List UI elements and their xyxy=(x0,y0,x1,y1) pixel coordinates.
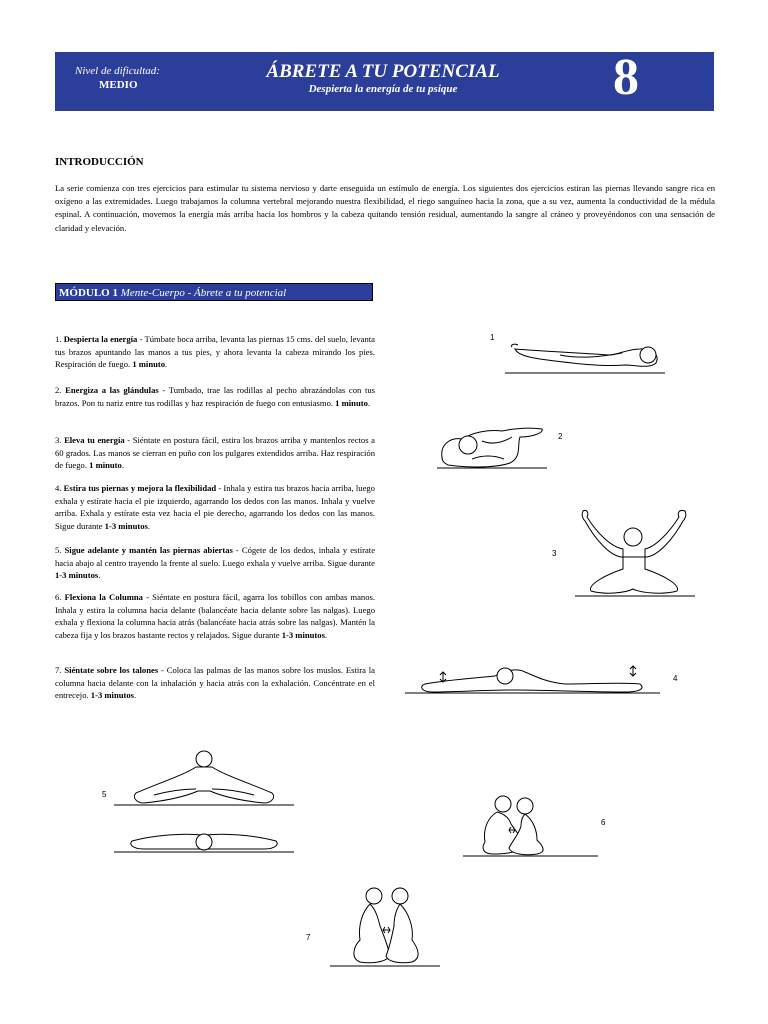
exercise-text: - Tumbado, trae las rodillas al pecho abrazándolas con tus brazos. Pon tu nariz entre tus rodillas y haz respiración de fuego con entusiasmo. xyxy=(55,385,376,408)
exercise-duration: 1-3 minutos xyxy=(281,629,325,640)
figure-6-label: 6 xyxy=(601,818,606,827)
kneeling-spinal-flex-figure-icon xyxy=(330,882,440,972)
spread-leg-stretch-figure-icon xyxy=(405,660,660,700)
figure-5-label: 5 xyxy=(102,790,107,799)
exercise-number: 2. xyxy=(55,385,62,395)
exercise-text: - Cógete de los dedos, inhala y estírate hacia abajo al centro trayendo la frente al suelo. Luego exhala y vuelve arriba. Sigue durante xyxy=(55,545,376,568)
exercise-duration: 1 minuto xyxy=(89,460,122,471)
exercise-number: 3. xyxy=(55,435,62,445)
exercise-text: - Túmbate boca arriba, levanta las piernas 15 cms. del suelo, levanta tus brazos apuntando las manos a tus pies, y ahora levanta la cabeza mirando los pies. Respiración de fuego. xyxy=(55,334,375,370)
knees-to-chest-figure-icon xyxy=(432,415,552,475)
page-subtitle: Despierta la energía de tu psique xyxy=(308,83,458,95)
exercise-5 xyxy=(55,544,375,582)
exercise-duration: 1-3 minutos xyxy=(55,570,99,581)
intro-heading: INTRODUCCIÓN xyxy=(55,156,144,168)
exercise-title: Estira tus piernas y mejora la flexibilidad xyxy=(63,483,217,493)
arms-raised-seated-figure-icon xyxy=(575,503,695,603)
figure-7-label: 7 xyxy=(306,933,311,942)
exercise-1 xyxy=(55,333,375,371)
figure-2-label: 2 xyxy=(558,432,563,441)
exercise-title: Flexiona la Columna xyxy=(64,592,143,602)
page-title: ÁBRETE A TU POTENCIAL xyxy=(266,61,500,82)
exercise-4 xyxy=(55,482,375,532)
exercise-number: 4. xyxy=(55,483,62,493)
figure-3-label: 3 xyxy=(552,549,557,558)
figure-1-label: 1 xyxy=(490,333,495,342)
exercise-duration: 1-3 minutos xyxy=(90,690,135,701)
difficulty-label: Nivel de dificultad: xyxy=(75,65,160,77)
lying-leg-raise-figure-icon xyxy=(500,335,670,380)
exercise-title: Despierta la energía xyxy=(63,334,138,344)
exercise-end: . xyxy=(165,359,168,370)
exercise-number: 1. xyxy=(55,334,62,344)
exercise-title: Siéntate sobre los talones xyxy=(64,665,159,675)
module-label: MÓDULO 1 xyxy=(59,287,118,299)
exercise-text: - Coloca las palmas de las manos sobre los muslos. Estira la columna hacia delante con la inhalación y hacia atrás con la exhalación. Concéntrate en el entrecejo. xyxy=(55,665,375,701)
exercise-title: Energiza a las glándulas xyxy=(65,385,159,395)
exercise-number: 7. xyxy=(55,665,62,675)
spinal-flex-figure-icon xyxy=(463,790,598,865)
exercise-title: Eleva tu energía xyxy=(64,435,125,445)
exercise-end: . xyxy=(121,460,124,471)
exercise-7 xyxy=(55,664,375,702)
exercise-end: . xyxy=(324,629,328,640)
figure-4-label: 4 xyxy=(673,674,678,683)
module-bar xyxy=(55,283,373,301)
intro-text: La serie comienza con tres ejercicios para estimular tu sistema nervioso y darte enseguida un estímulo de energía. Los siguientes dos ejercicios estiran las piernas llevando sangre rica en oxígeno a las extremidades. Luego trabajamos la columna vertebral mejorando nuestra flexibilidad, el riego sanguíneo hacia la zona, que a su vez, aumenta la conductividad de la médula espinal. A continuación, movemos la energía más arriba hacia los hombros y la cabeza quitando tensión residual, aumentando la sangre al cráneo y proveyéndonos con una sensación de claridad y elevación. xyxy=(55,183,715,233)
exercise-duration: 1 minuto xyxy=(335,397,368,408)
exercise-title: Sigue adelante y mantén las piernas abiertas xyxy=(64,545,233,555)
wide-leg-forward-bend-figure-icon xyxy=(114,745,294,860)
exercise-duration: 1-3 minutos xyxy=(104,520,148,531)
exercise-2 xyxy=(55,384,375,409)
exercise-end: . xyxy=(367,397,371,408)
exercise-end: . xyxy=(98,570,101,581)
exercise-text: - Siéntate en postura fácil, agarra los tobillos con ambas manos. Inhala y estira la columna hacia delante (balancéate hacia delante sobre las nalgas). Luego exhala y flexiona la columna hacia atrás (balancéate hacia atrás sobre las nalgas). Mantén la cabeza fija y los brazos bastante rectos y relajados. Sigue durante xyxy=(55,592,375,640)
exercise-number: 6. xyxy=(55,592,62,602)
exercise-3 xyxy=(55,434,375,472)
difficulty-value: MEDIO xyxy=(99,79,138,91)
exercise-text: - Siéntate en postura fácil, estira los brazos arriba y mantenlos rectos a 60 grados. Las manos se cierran en puño con los pulgares extendidos arriba. Haz respiración de fuego. xyxy=(55,435,375,471)
module-subtitle: Mente-Cuerpo - Ábrete a tu potencial xyxy=(120,287,287,299)
kriya-number: 8 xyxy=(613,49,639,106)
exercise-duration: 1 minuto xyxy=(132,359,166,370)
exercise-end: . xyxy=(147,520,151,531)
exercise-6 xyxy=(55,591,375,641)
exercise-number: 5. xyxy=(55,545,62,555)
header-banner xyxy=(55,49,714,111)
exercise-text: - Inhala y estira tus brazos hacia arriba, luego exhala y estírate hacia el pie izquierdo, agarrando los dedos con las manos. Inhala y vuelve arriba. Exhala y estírate esta vez hacia el pie derecho, agarrando los dedos con las manos. Sigue durante xyxy=(55,483,375,531)
exercise-end: . xyxy=(134,690,137,701)
